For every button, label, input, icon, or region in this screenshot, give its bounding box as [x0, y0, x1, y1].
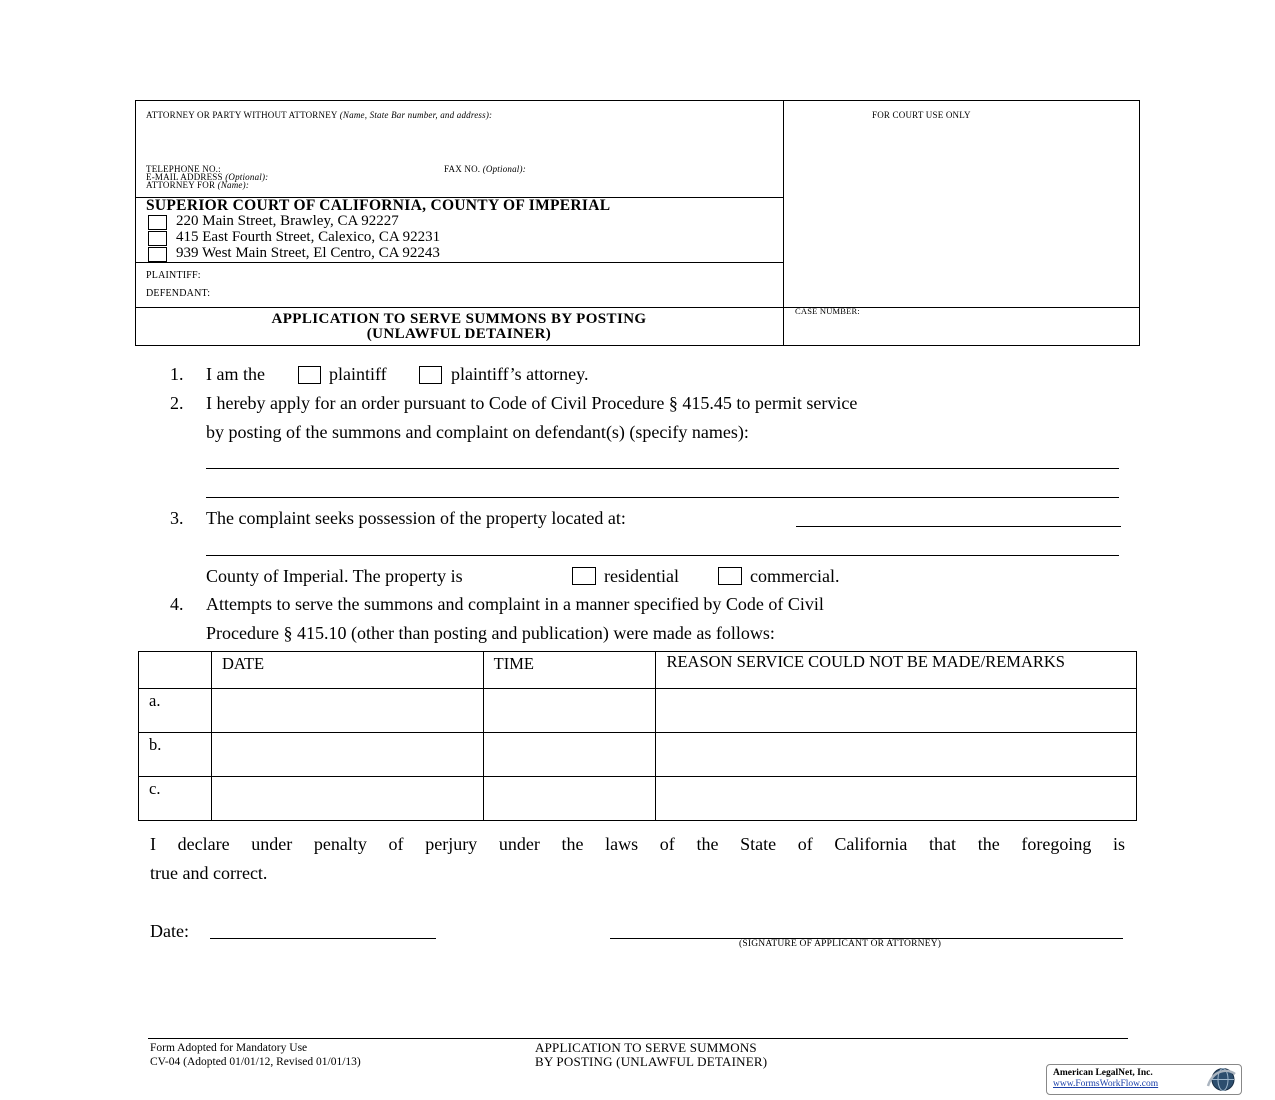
plaintiff-label: PLAINTIFF:: [146, 270, 201, 281]
row-a-date-cell[interactable]: [211, 689, 483, 733]
table-header-time: TIME: [483, 652, 656, 689]
calexico-checkbox[interactable]: [148, 231, 167, 246]
item2-number: 2.: [170, 393, 184, 413]
item4-number: 4.: [170, 594, 184, 614]
logo-url-link[interactable]: www.FormsWorkFlow.com: [1053, 1079, 1159, 1089]
table-header-date: DATE: [211, 652, 483, 689]
property-address-line-1[interactable]: [796, 526, 1121, 527]
table-row: [139, 689, 1137, 733]
residential-label: residential: [604, 566, 679, 586]
table-header-reason: REASON SERVICE COULD NOT BE MADE/REMARKS: [656, 652, 1137, 689]
signature-caption: (SIGNATURE OF APPLICANT OR ATTORNEY): [739, 939, 942, 949]
item3-number: 3.: [170, 508, 184, 528]
item2-line1: I hereby apply for an order pursuant to Code of Civil Procedure § 415.45 to permit service: [206, 393, 858, 413]
table-row: [139, 777, 1137, 821]
item3-text: The complaint seeks possession of the property located at:: [206, 508, 626, 528]
court-use-label: FOR COURT USE ONLY: [872, 110, 971, 120]
row-label-b: b.: [139, 733, 212, 777]
row-label-a: a.: [139, 689, 212, 733]
globe-icon: [1205, 1066, 1237, 1093]
logo-company-name: American LegalNet, Inc.: [1053, 1068, 1153, 1078]
property-address-line-2[interactable]: [206, 555, 1119, 556]
plaintiff-checkbox[interactable]: [298, 366, 321, 384]
table-header-row: [139, 652, 1137, 689]
row-a-time-cell[interactable]: [483, 689, 656, 733]
commercial-label: commercial.: [750, 566, 840, 586]
table-row: [139, 733, 1137, 777]
el-centro-checkbox[interactable]: [148, 247, 167, 262]
row-b-reason-cell[interactable]: [656, 733, 1137, 777]
residential-checkbox[interactable]: [572, 567, 596, 585]
row-b-time-cell[interactable]: [483, 733, 656, 777]
defendant-names-line-1[interactable]: [206, 468, 1119, 469]
footer-rule: [148, 1038, 1128, 1039]
row-a-reason-cell[interactable]: [656, 689, 1137, 733]
item2-line2: by posting of the summons and complaint on defendant(s) (specify names):: [206, 422, 749, 442]
attorney-label: ATTORNEY OR PARTY WITHOUT ATTORNEY (Name, State Bar number, and address):: [146, 110, 493, 120]
caption-vertical-divider: [783, 100, 784, 346]
plaintiff-attorney-checkbox[interactable]: [419, 366, 442, 384]
row-c-reason-cell[interactable]: [656, 777, 1137, 821]
attorney-for-label: ATTORNEY FOR (Name):: [146, 180, 250, 190]
footer-title-line2: BY POSTING (UNLAWFUL DETAINER): [535, 1054, 768, 1069]
date-label: Date:: [150, 921, 189, 941]
item1-number: 1.: [170, 364, 184, 384]
form-title-line1: APPLICATION TO SERVE SUMMONS BY POSTING: [271, 311, 647, 327]
form-title-line2: (UNLAWFUL DETAINER): [366, 326, 552, 342]
case-number-label: CASE NUMBER:: [795, 306, 860, 316]
plaintiff-option-label: plaintiff: [329, 364, 387, 384]
table-header-cell: [139, 652, 212, 689]
declaration-line2: true and correct.: [150, 863, 268, 883]
footer-form-id: CV-04 (Adopted 01/01/12, Revised 01/01/13): [150, 1056, 361, 1068]
brawley-checkbox[interactable]: [148, 215, 167, 230]
fax-label: FAX NO. (Optional):: [444, 164, 526, 174]
row-label-c: c.: [139, 777, 212, 821]
date-field-line[interactable]: [210, 938, 436, 939]
court-name: SUPERIOR COURT OF CALIFORNIA, COUNTY OF IMPERIAL: [146, 197, 611, 214]
footer-adopted: Form Adopted for Mandatory Use: [150, 1042, 308, 1054]
item4-line1: Attempts to serve the summons and complaint in a manner specified by Code of Civil: [206, 594, 824, 614]
footer-title-line1: APPLICATION TO SERVE SUMMONS: [535, 1040, 757, 1055]
caption-divider-title: [135, 307, 1140, 308]
item3-county-text: County of Imperial. The property is: [206, 566, 463, 586]
item1-text: I am the: [206, 364, 265, 384]
row-c-time-cell[interactable]: [483, 777, 656, 821]
declaration-line1: I declare under penalty of perjury under the laws of the State of California that the foregoing is: [150, 834, 1125, 854]
calexico-address: 415 East Fourth Street, Calexico, CA 92231: [176, 229, 441, 245]
brawley-address: 220 Main Street, Brawley, CA 92227: [176, 213, 399, 229]
row-c-date-cell[interactable]: [211, 777, 483, 821]
email-label: E-MAIL ADDRESS (Optional):: [146, 172, 269, 182]
form-title: [135, 312, 783, 342]
commercial-checkbox[interactable]: [718, 567, 742, 585]
american-legalnet-logo[interactable]: [1046, 1064, 1242, 1095]
caption-divider-parties: [135, 262, 783, 263]
row-b-date-cell[interactable]: [211, 733, 483, 777]
el-centro-address: 939 West Main Street, El Centro, CA 92243: [176, 245, 440, 261]
service-attempts-table: [138, 651, 1137, 821]
defendant-label: DEFENDANT:: [146, 288, 211, 299]
defendant-names-line-2[interactable]: [206, 497, 1119, 498]
telephone-label: TELEPHONE NO.:: [146, 164, 221, 174]
plaintiff-attorney-option-label: plaintiff’s attorney.: [451, 364, 589, 384]
item4-line2: Procedure § 415.10 (other than posting and publication) were made as follows:: [206, 623, 775, 643]
